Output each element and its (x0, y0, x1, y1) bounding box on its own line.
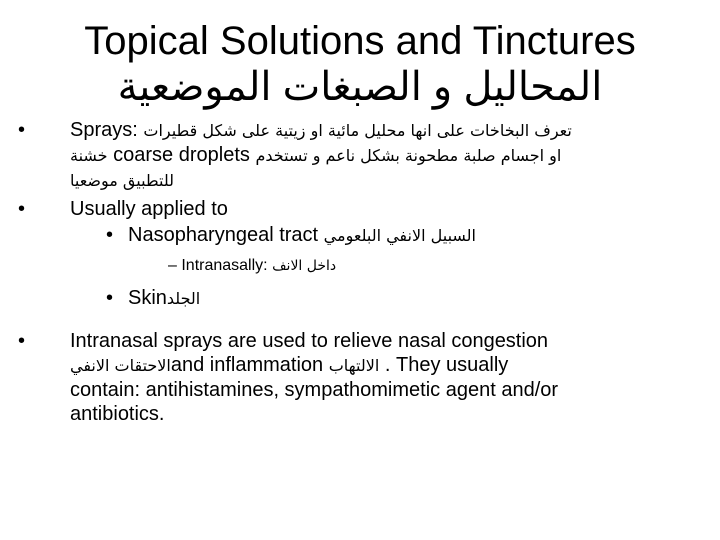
skin-arabic: الجلد (166, 289, 201, 308)
intranasally-label: – Intranasally: (168, 257, 268, 274)
bullet-dot: • (18, 119, 26, 141)
bullet-dot: • (106, 287, 114, 309)
sub-bullet-nasopharyngeal (18, 223, 708, 248)
bullet-dot: • (18, 198, 26, 220)
title-english: Topical Solutions and Tinctures (84, 19, 636, 63)
slide-title (0, 18, 720, 110)
sub-bullet-skin (18, 286, 708, 311)
sprays-arabic-line2: او اجسام صلبة مطحونة بشكل ناعم و تستخدم (255, 146, 562, 165)
title-arabic: المحاليل و الصبغات الموضعية (117, 65, 603, 109)
bullet-sprays (18, 118, 708, 193)
intranasal-line4: antibiotics. (70, 403, 165, 425)
intranasal-inflammation: and inflammation (170, 354, 324, 376)
bullet-dot: • (106, 224, 114, 246)
sprays-arabic-line1: تعرف البخاخات على انها محليل مائية او زيتية على شكل قطيرات (143, 121, 572, 140)
sprays-arabic-line3: للتطبيق موضعيا (70, 171, 175, 190)
intranasal-line1: Intranasal sprays are used to relieve nasal congestion (70, 330, 549, 352)
intranasal-arabic-congestion: الاحتقات الانفي (70, 356, 171, 375)
sprays-arabic-coarse: خشنة (70, 146, 108, 165)
sub-bullet-intranasally (18, 254, 708, 278)
skin-label: Skin (128, 287, 167, 309)
intranasally-arabic: داخل الانف (272, 258, 337, 274)
nasopharyngeal-label: Nasopharyngeal tract (128, 224, 319, 246)
bullet-applied (18, 197, 708, 221)
intranasal-arabic-inflammation: الالتهاب (328, 356, 380, 375)
sprays-coarse-droplets: coarse droplets (113, 144, 250, 166)
applied-label: Usually applied to (70, 198, 228, 220)
intranasal-line3: contain: antihistamines, sympathomimetic agent and/or (70, 379, 559, 401)
nasopharyngeal-arabic: السبيل الانفي البلعومي (323, 226, 476, 245)
slide-body (18, 118, 708, 426)
intranasal-they-usually: . They usually (384, 354, 509, 376)
bullet-dot: • (18, 330, 26, 352)
bullet-intranasal-sprays (18, 329, 708, 426)
sprays-label: Sprays: (70, 119, 138, 141)
